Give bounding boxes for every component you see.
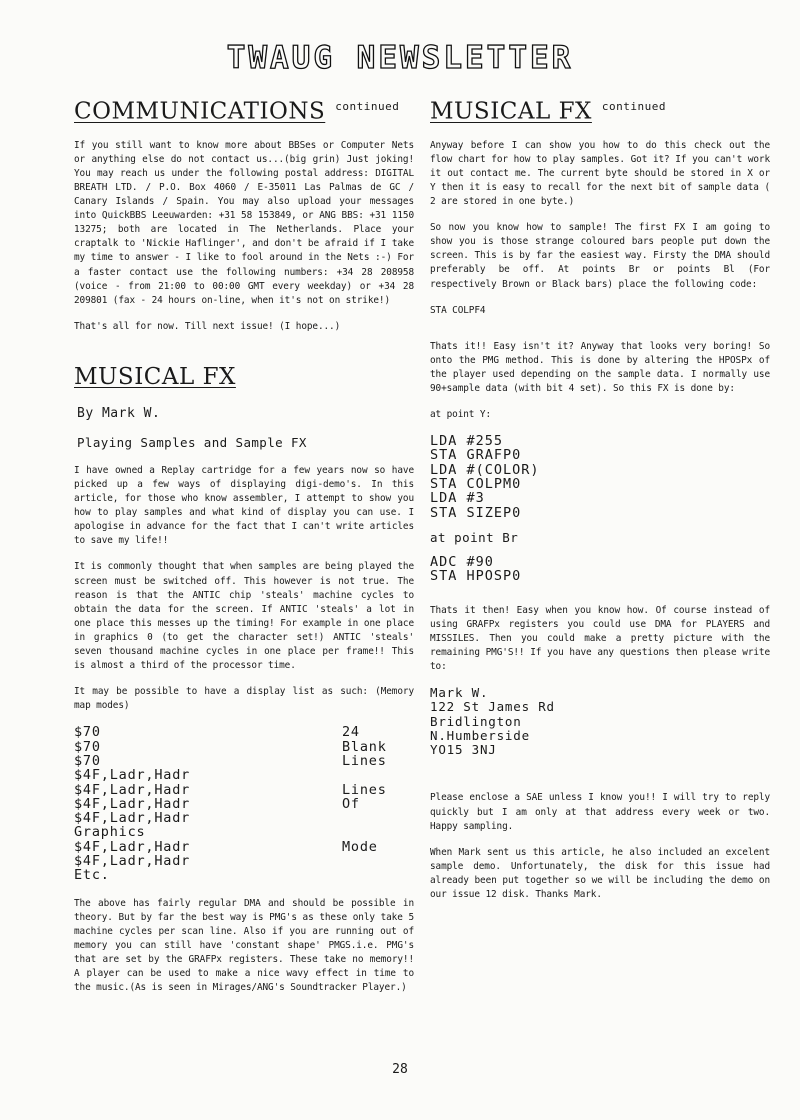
masthead-title: TWAUG NEWSLETTER [226,40,574,76]
author-address [430,686,770,757]
display-list-row: $4F,Ladr,Hadr Mode [74,838,378,855]
display-list-row: $4F,Ladr,Hadr [74,853,191,870]
assembly-line: LDA #3 [430,490,485,507]
address-line: 122 St James Rd [430,699,555,715]
page-number: 28 [392,1062,408,1077]
musical-fx-continued-heading [430,92,770,127]
musical-fx-heading: MUSICAL FX [74,363,236,390]
address-line: Bridlington [430,713,522,729]
article-paragraph-2: It is commonly thought that when samples are being played the screen must be switched off. This however is not true. The reason is that the ANTIC chip 'steals' machine cycles to obtain the data for the screen. If ANTIC 'steals' a lot in one place this messes up the timing! For example in one place in graphics 0 (to get the character set!) ANTIC 'steals' seven thousand machine cycles in one place per frame!! This is almost a third of the processor time. [74,561,414,672]
label-at-point-br: at point Br [430,529,519,545]
right-paragraph-5: Please enclose a SAE unless I know you!! I will try to reply quickly but I am only at that address every week or two. Happy sampling. [430,792,770,832]
article-subtitle: Playing Samples and Sample FX [77,434,307,450]
display-list-row: $4F,Ladr,Hadr [74,767,191,784]
newsletter-masthead [0,40,800,76]
article-paragraph-4: The above has fairly regular DMA and should be possible in theory. But by far the best way is PMG's as these only take 5 machine cycles per scan line. Also if you are running out of memory you can still have 'constant shape' PMGS.i.e. PMG's that are set by the GRAFPx registers. These take no memory!! A player can be used to make a nice wavy effect in time to the music.(As is seen in Mirages/ANG's Soundtracker Player.) [74,897,414,994]
display-list-row: $70 24 [74,724,360,741]
display-list-row: Etc. [74,867,110,884]
right-paragraph-3: Thats it!! Easy isn't it? Anyway that looks very boring! So onto the PMG method. This is done by altering the HPOSPx of the player used depending on the sample data. I normally use 90+sample data (with bit 4 set). So this FX is done by: [430,340,770,394]
display-list-row: $4F,Ladr,Hadr Lines [74,781,387,798]
right-paragraph-2: So now you know how to sample! The first FX I am going to show you is those strange coloured bars people put down the screen. This is by far the easiest way. Firsty the DMA should preferably be off. At points Br or points Bl (For respectively Brown or Black bars) place the following code: [430,222,770,290]
address-line: N.Humberside [430,727,530,743]
article-paragraph-3: It may be possible to have a display list as such: (Memory map modes) [74,686,414,712]
right-paragraph-4: Thats it then! Easy when you know how. Of course instead of using GRAFPx registers you could use DMA for PLAYERS and MISSILES. Then you could make a pretty picture with the remaining PMG'S!! If you have any questions then please write to: [430,604,770,672]
article-byline: By Mark W. [77,405,161,421]
display-list-row: $70 Blank [74,738,387,755]
assembly-line: LDA #255 [430,433,504,450]
communications-continued: continued [335,100,400,113]
display-list-row: $70 Lines [74,752,387,769]
communications-paragraph-2: That's all for now. Till next issue! (I hope...) [74,320,341,332]
display-list-code [74,725,414,882]
assembly-line: STA SIZEP0 [430,504,522,521]
assembly-line: STA HPOSP0 [430,568,522,585]
left-column [74,92,414,1007]
code-line-sta-colpf4: STA COLPF4 [430,304,486,316]
assembly-line: ADC #90 [430,553,494,570]
communications-heading [74,92,414,127]
assembly-line: STA GRAFP0 [430,447,522,464]
assembly-line: STA COLPM0 [430,476,522,493]
communications-title: COMMUNICATIONS [74,98,326,125]
display-list-row: $4F,Ladr,Hadr Of [74,795,360,812]
musical-fx-continued-label: continued [601,100,667,113]
right-paragraph-6: When Mark sent us this article, he also included an excelent sample demo. Unfortunately, the disk for this issue had already been put together so we will be including the demo on our issue 12 disk. Thanks Mark. [430,846,770,901]
display-list-row: Graphics [74,824,146,841]
communications-paragraph-1: If you still want to know more about BBSes or Computer Nets or anything else do not contact us...(big grin) Just joking! You may reach us under the following postal address: DIGITAL BREATH LTD. / P.O. Box 4060 / E-35011 Las Palmas de GC / Canary Islands / Spain. You may also upload your messages into QuickBBS Leeuwarden: +31 58 153849, or ANG BBS: +31 1150 13275; both are located in The Netherlands. Place your craptalk to 'Nickie Haflinger', and don't be afraid if I take my time to answer - I like to fool around in the Nets :-) For a faster contact use the following numbers: +34 28 208958 (voice - from 21:00 to 00:00 GMT every weekday) or +34 28 209801 (fax - 24 hours on-line, when it's not on strike!) [74,139,414,306]
display-list-row: $4F,Ladr,Hadr [74,810,191,827]
article-paragraph-1: I have owned a Replay cartridge for a few years now so have picked up a few ways of displaying digi-demo's. In this article, for those who know assembler, I attempt to show you how to play samples and what kind of display you can use. I apologise in advance for the fact that I can't write articles to save my life!! [74,464,414,547]
assembly-line: LDA #(COLOR) [430,461,540,478]
musical-fx-continued-title: MUSICAL FX [430,98,592,125]
right-column [430,92,770,914]
assembly-block-2 [430,555,770,584]
assembly-block-1 [430,434,770,520]
address-line: YO15 3NJ [430,742,497,758]
address-line: Mark W. [430,685,489,700]
label-at-point-y: at point Y: [430,409,491,421]
right-paragraph-1: Anyway before I can show you how to do this check out the flow chart for how to play samples. Got it? If you can't work it out contact me. The current byte should be stored in X or Y then it is easy to recall for the next bit of sample data ( 2 are stored in one byte.) [430,139,770,208]
